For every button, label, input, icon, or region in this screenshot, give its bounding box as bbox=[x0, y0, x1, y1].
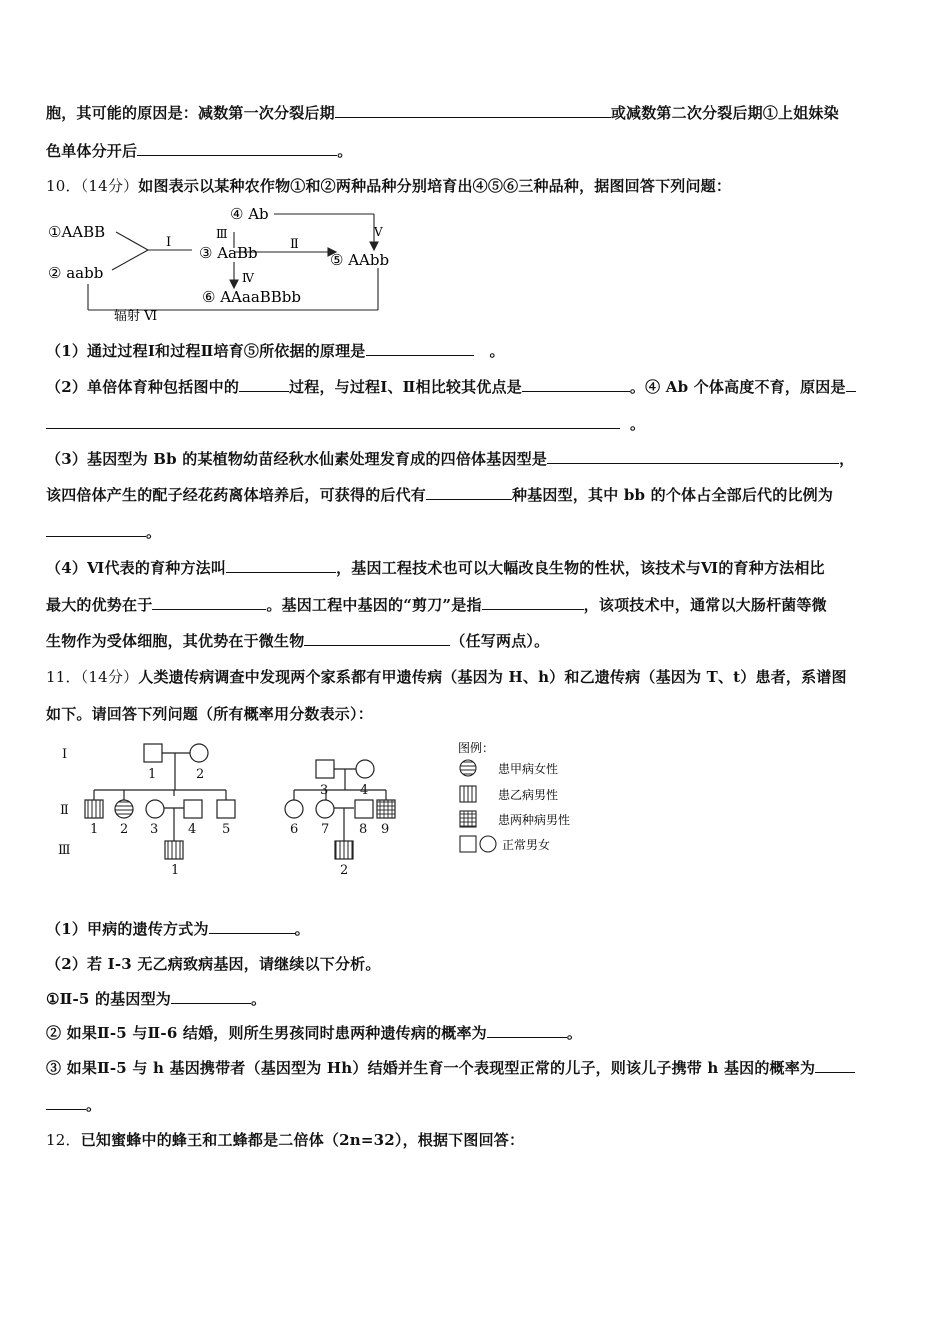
label-II-4: 4 bbox=[188, 822, 197, 837]
generation-1: Ⅰ bbox=[62, 747, 68, 762]
legend-item-3: 患两种病男性 bbox=[498, 813, 571, 827]
answer-blank[interactable] bbox=[226, 558, 336, 573]
label-I-2: 2 bbox=[196, 767, 205, 782]
answer-blank[interactable] bbox=[335, 103, 611, 118]
label-f2-III-2: 2 bbox=[340, 863, 349, 878]
q10-s3: （3）基因型为 Bb 的某植物幼苗经秋水仙素处理发育成的四倍体基因型是 ， bbox=[46, 450, 855, 468]
q11-s2-3: ③ 如果Ⅱ-5 与 h 基因携带者（基因型为 Hh）结婚并生育一个表现型正常的儿子，则该儿子携带 h 基因的概率为 bbox=[46, 1057, 855, 1078]
node-5: ⑤ AAbb bbox=[330, 251, 390, 269]
q11-stem-2: 如下。请回答下列问题（所有概率用分数表示）： bbox=[46, 705, 373, 723]
q9-line-1: 胞，其可能的原因是：减数第一次分裂后期 或减数第二次分裂后期①上姐妹染 bbox=[46, 104, 839, 122]
node-3: ③ AaBb bbox=[199, 244, 258, 262]
label-II-5: 5 bbox=[222, 822, 231, 837]
answer-blank[interactable] bbox=[815, 1058, 855, 1073]
label-II-1: 1 bbox=[90, 822, 99, 837]
q10-s3-cont: 该四倍体产生的配子经花药离体培养后，可获得的后代有 种基因型，其中 bb 的个体占全部后代的比例为 bbox=[46, 486, 834, 504]
label-II-6: 6 bbox=[290, 822, 299, 837]
answer-blank[interactable] bbox=[426, 485, 512, 500]
q11-s2-2: ② 如果Ⅱ-5 与Ⅱ-6 结婚，则所生男孩同时患两种遗传病的概率为 。 bbox=[46, 1024, 583, 1042]
process-2: Ⅱ bbox=[290, 237, 299, 252]
generation-3: Ⅲ bbox=[58, 843, 71, 858]
label-I-1: 1 bbox=[148, 767, 157, 782]
q12-stem: 12．已知蜜蜂中的蜂王和工蜂都是二倍体（2n=32），根据下图回答： bbox=[46, 1131, 525, 1149]
process-4: Ⅳ bbox=[242, 271, 254, 285]
q11-s1: （1）甲病的遗传方式为 。 bbox=[46, 920, 310, 938]
node-6: ⑥ AAaaBBbb bbox=[202, 288, 302, 306]
pedigree-figure bbox=[50, 736, 610, 886]
process-5: Ⅴ bbox=[374, 225, 383, 239]
answer-blank[interactable] bbox=[152, 595, 266, 610]
answer-blank[interactable] bbox=[846, 377, 856, 392]
label-II-2: 2 bbox=[120, 822, 129, 837]
process-6: 辐射 Ⅵ bbox=[114, 309, 158, 322]
q9-line-2: 色单体分开后 。 bbox=[46, 142, 353, 160]
label-II-8: 8 bbox=[359, 822, 368, 837]
answer-blank[interactable] bbox=[137, 141, 337, 156]
q11-s2: （2）若 I-3 无乙病致病基因，请继续以下分析。 bbox=[46, 955, 381, 973]
process-3: Ⅲ bbox=[216, 227, 228, 241]
process-1: Ⅰ bbox=[166, 235, 172, 250]
label-f2-I-4: 4 bbox=[360, 783, 369, 798]
answer-blank[interactable] bbox=[46, 1095, 86, 1110]
answer-blank[interactable] bbox=[239, 377, 289, 392]
generation-2: Ⅱ bbox=[60, 803, 69, 818]
q11-stem: 11．（14分）人类遗传病调查中发现两个家系都有甲遗传病（基因为 H、h）和乙遗传病（基因为 T、t）患者，系谱图 bbox=[46, 668, 847, 686]
q10-s2: （2）单倍体育种包括图中的 过程，与过程Ⅰ、Ⅱ相比较其优点是 。④ Ab 个体高度不育，原因是 bbox=[46, 376, 856, 397]
answer-blank[interactable] bbox=[487, 1023, 567, 1038]
q11-s2-3-end: 。 bbox=[46, 1094, 101, 1115]
legend-item-2: 患乙病男性 bbox=[498, 788, 559, 802]
label-II-7: 7 bbox=[321, 822, 330, 837]
answer-blank[interactable] bbox=[171, 989, 251, 1004]
legend-item-1: 患甲病女性 bbox=[498, 762, 559, 776]
legend-title: 图例： bbox=[458, 741, 495, 755]
q10-s4: （4）Ⅵ代表的育种方法叫 ，基因工程技术也可以大幅改良生物的性状，该技术与Ⅵ的育种方法相比 bbox=[46, 559, 825, 577]
answer-blank[interactable] bbox=[547, 449, 839, 464]
label-f2-I-3: 3 bbox=[320, 783, 329, 798]
q10-s3-end: 。 bbox=[46, 521, 161, 542]
node-2: ② aabb bbox=[48, 264, 104, 282]
breeding-diagram bbox=[44, 202, 414, 322]
legend-item-4: 正常男女 bbox=[502, 838, 551, 852]
answer-blank[interactable] bbox=[46, 414, 620, 429]
pedigree-legend bbox=[458, 740, 570, 852]
node-4: ④ Ab bbox=[230, 205, 269, 223]
answer-blank[interactable] bbox=[209, 919, 295, 934]
answer-blank[interactable] bbox=[46, 522, 146, 537]
answer-blank[interactable] bbox=[366, 341, 474, 356]
answer-blank[interactable] bbox=[522, 377, 630, 392]
label-II-9: 9 bbox=[381, 822, 390, 837]
q10-s2-cont: 。 bbox=[46, 413, 645, 434]
q11-s2-1: ①Ⅱ-5 的基因型为 。 bbox=[46, 990, 267, 1008]
answer-blank[interactable] bbox=[482, 595, 584, 610]
q10-s1: （1）通过过程Ⅰ和过程Ⅱ培育⑤所依据的原理是 。 bbox=[46, 342, 505, 360]
label-II-3: 3 bbox=[150, 822, 159, 837]
answer-blank[interactable] bbox=[304, 631, 450, 646]
q10-s4-cont: 最大的优势在于 。基因工程中基因的“剪刀”是指 ，该项技术中，通常以大肠杆菌等微 bbox=[46, 596, 827, 614]
label-III-1: 1 bbox=[171, 863, 180, 878]
q10-stem: 10．（14分）如图表示以某种农作物①和②两种品种分别培育出④⑤⑥三种品种，据图回答下列问题： bbox=[46, 177, 732, 195]
q10-s4-end: 生物作为受体细胞，其优势在于微生物 （任写两点）。 bbox=[46, 632, 550, 650]
node-1: ①AABB bbox=[48, 223, 106, 241]
